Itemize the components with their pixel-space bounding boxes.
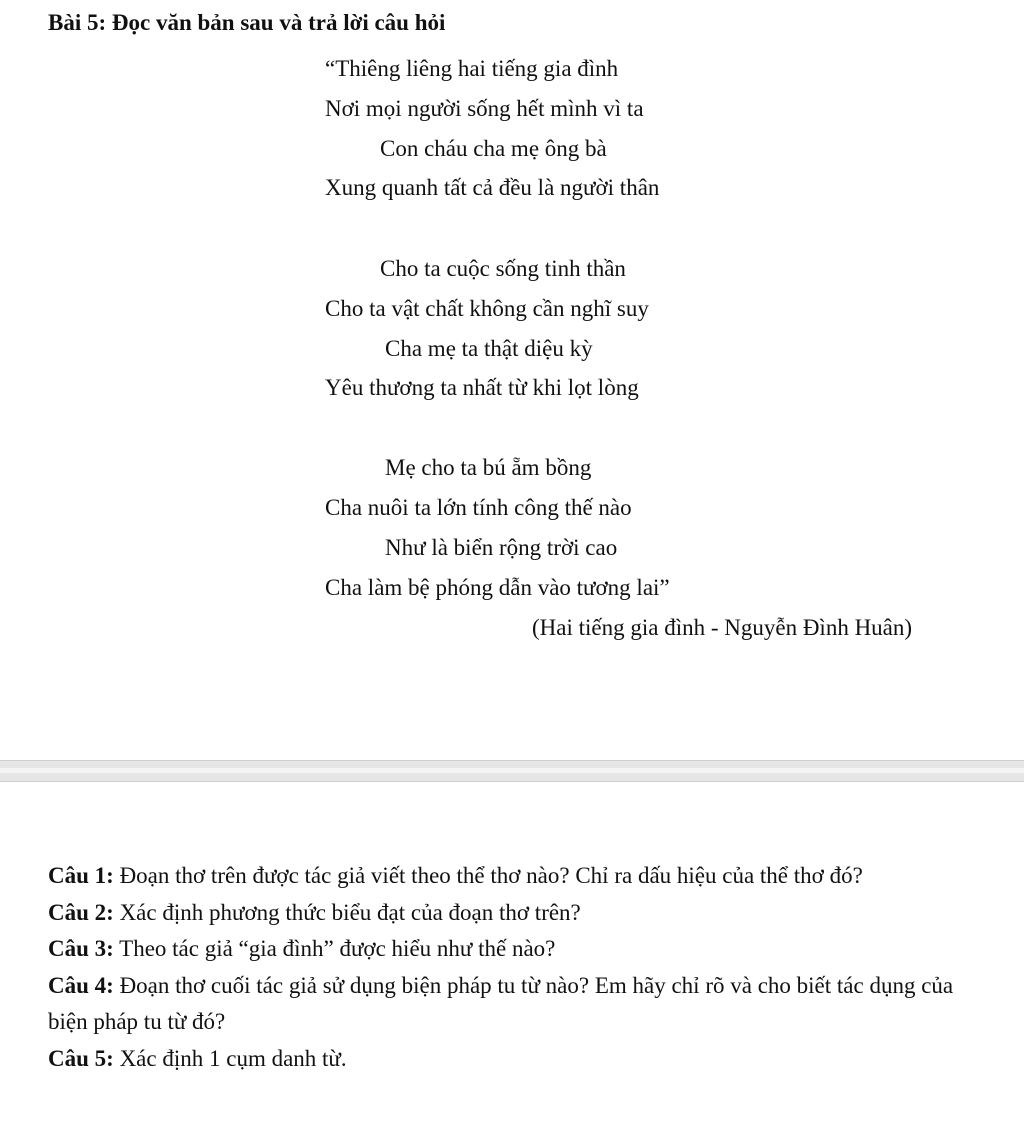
question-item: [48, 895, 983, 932]
poem-line: Cha nuôi ta lớn tính công thế nào: [325, 495, 632, 520]
question-item: [48, 1041, 983, 1078]
poem-line: Nơi mọi người sống hết mình vì ta: [325, 96, 644, 121]
question-text: Đoạn thơ trên được tác giả viết theo thể thơ nào? Chỉ ra dấu hiệu của thể thơ đó?: [113, 863, 863, 888]
question-label: Câu 4:: [48, 972, 114, 998]
poem-line: Cho ta cuộc sống tinh thần: [380, 256, 626, 281]
question-item: [48, 858, 983, 895]
question-label: Câu 1:: [48, 863, 114, 888]
poem-attribution: (Hai tiếng gia đình - Nguyễn Đình Huân): [532, 615, 913, 640]
question-text: Xác định phương thức biểu đạt của đoạn thơ trên?: [113, 899, 581, 925]
page-break-separator: [0, 760, 1024, 782]
poem-line: Cho ta vật chất không cần nghĩ suy: [325, 296, 649, 321]
poem-line: Cha làm bệ phóng dẫn vào tương lai”: [325, 575, 670, 600]
poem-line: Như là biển rộng trời cao: [385, 535, 618, 560]
poem-line: Yêu thương ta nhất từ khi lọt lòng: [325, 375, 639, 400]
question-label: Câu 2:: [48, 899, 114, 925]
question-item: [48, 931, 983, 968]
poem-line: Con cháu cha mẹ ông bà: [380, 136, 607, 161]
poem-line: “Thiêng liêng hai tiếng gia đình: [325, 56, 619, 81]
poem-line: Mẹ cho ta bú ẵm bồng: [385, 455, 592, 480]
question-list: [48, 858, 983, 1077]
question-label: Câu 3:: [48, 936, 114, 961]
page-break-line: [0, 768, 1024, 773]
poem-line: Cha mẹ ta thật diệu kỳ: [385, 336, 593, 361]
question-text: Đoạn thơ cuối tác giả sử dụng biện pháp tu từ nào? Em hãy chỉ rõ và cho biết tác dụng của biện pháp tu từ đó?: [48, 972, 954, 1034]
question-label: Câu 5:: [48, 1045, 114, 1071]
question-text: Xác định 1 cụm danh từ.: [113, 1045, 347, 1071]
question-text: Theo tác giả “gia đình” được hiểu như thế nào?: [113, 936, 556, 961]
exercise-title: Bài 5: Đọc văn bản sau và trả lời câu hỏi: [48, 10, 446, 35]
poem-line: Xung quanh tất cả đều là người thân: [325, 175, 660, 200]
question-item: [48, 968, 983, 1041]
